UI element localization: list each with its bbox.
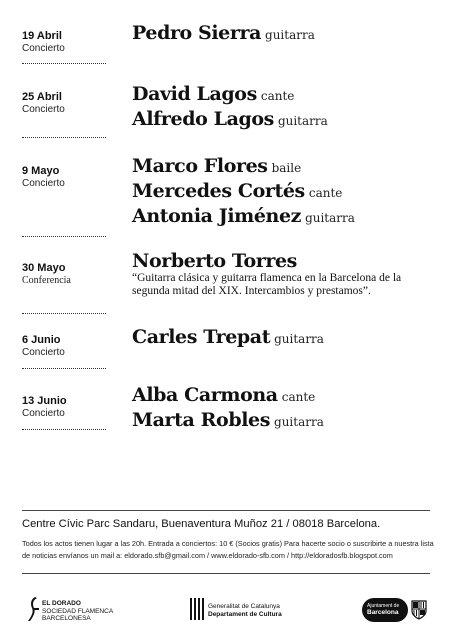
event-type: Concierto xyxy=(22,104,65,115)
generalitat-logo xyxy=(190,598,310,624)
performer-name: Antonia Jiménez xyxy=(132,205,302,227)
venue-address: Centre Cívic Parc Sandaru, Buenaventura Muñoz 21 / 08018 Barcelona. xyxy=(22,518,381,530)
event-date: 25 Abril xyxy=(22,91,62,103)
performer-name: Pedro Sierra xyxy=(132,22,262,44)
event-type: Concierto xyxy=(22,43,65,54)
lecture-title: “Guitarra clásica y guitarra flamenca en la Barcelona de la segunda mitad del XIX. Intercambios y prestamos”. xyxy=(132,272,402,297)
performer-name: Marco Flores xyxy=(132,155,268,177)
speaker-name: Norberto Torres xyxy=(132,250,297,272)
ajuntament-badge xyxy=(362,598,408,622)
event-type: Concierto xyxy=(22,408,65,419)
performer-line xyxy=(132,83,294,107)
dotted-separator xyxy=(22,63,106,64)
performer-role: guitarra xyxy=(265,28,315,42)
eldorado-subtitle-2: BARCELONESA xyxy=(42,615,91,622)
event-date: 9 Mayo xyxy=(22,165,60,177)
event-date: 30 Mayo xyxy=(22,262,66,274)
info-line-2: de noticias envíanos un mail a: eldorado.sfb@gmail.com / www.eldorado-sfb.com / http://eldoradosfb.blogspot.com xyxy=(22,551,393,560)
performer-name: Carles Trepat xyxy=(132,326,271,348)
dotted-separator xyxy=(22,137,106,138)
barcelona-shield-icon xyxy=(411,600,427,620)
eldorado-subtitle-1: SOCIEDAD FLAMENCA xyxy=(42,608,114,615)
performer-line xyxy=(132,384,315,408)
ajuntament-label-1: Ajuntament de xyxy=(367,603,400,609)
performer-role: guitarra xyxy=(305,211,355,225)
performer-line xyxy=(132,22,315,46)
event-type: Concierto xyxy=(22,347,65,358)
eldorado-logo xyxy=(26,596,136,626)
performer-name: Alba Carmona xyxy=(132,384,278,406)
generalitat-department: Departament de Cultura xyxy=(208,611,282,618)
dotted-separator xyxy=(22,313,106,314)
dotted-separator xyxy=(22,429,106,430)
event-type: Concierto xyxy=(22,178,65,189)
ajuntament-label-2: Barcelona xyxy=(367,609,399,616)
performer-name: Marta Robles xyxy=(132,409,271,431)
performer-line xyxy=(132,409,324,433)
ajuntament-logo xyxy=(362,598,428,624)
performer-role: guitarra xyxy=(277,114,328,128)
performer-line xyxy=(132,155,301,179)
generalitat-name: Generalitat de Catalunya xyxy=(208,603,280,610)
event-date: 13 Junio xyxy=(22,395,67,407)
info-line-1: Todos los actos tienen lugar a las 20h. Entrada a conciertos: 10 € (Socios gratis) Para hacerte socio o suscribirte a nuestra lista xyxy=(22,539,434,548)
eldorado-emblem-icon xyxy=(26,596,40,622)
performer-line xyxy=(132,108,328,132)
performer-name: Mercedes Cortés xyxy=(132,180,305,202)
event-type: Conferencia xyxy=(22,275,71,286)
performer-name: Alfredo Lagos xyxy=(132,108,274,130)
performer-line xyxy=(132,326,324,350)
speaker-line xyxy=(132,250,297,274)
dotted-separator xyxy=(22,236,106,237)
eldorado-name: EL DORADO xyxy=(42,600,81,607)
performer-role: cante xyxy=(260,89,295,103)
dotted-separator xyxy=(22,368,106,369)
event-date: 19 Abril xyxy=(22,30,62,42)
event-date: 6 Junio xyxy=(22,334,61,346)
footer-top-rule xyxy=(22,510,430,511)
performer-role: baile xyxy=(271,161,302,175)
senyera-emblem-icon xyxy=(190,598,204,620)
performer-line xyxy=(132,205,355,229)
performer-line xyxy=(132,180,342,204)
footer-bottom-rule xyxy=(22,573,430,574)
performer-role: cante xyxy=(308,186,343,200)
performer-role: guitarra xyxy=(274,415,324,429)
performer-role: guitarra xyxy=(274,332,324,346)
performer-name: David Lagos xyxy=(132,83,257,105)
performer-role: cante xyxy=(281,390,316,404)
